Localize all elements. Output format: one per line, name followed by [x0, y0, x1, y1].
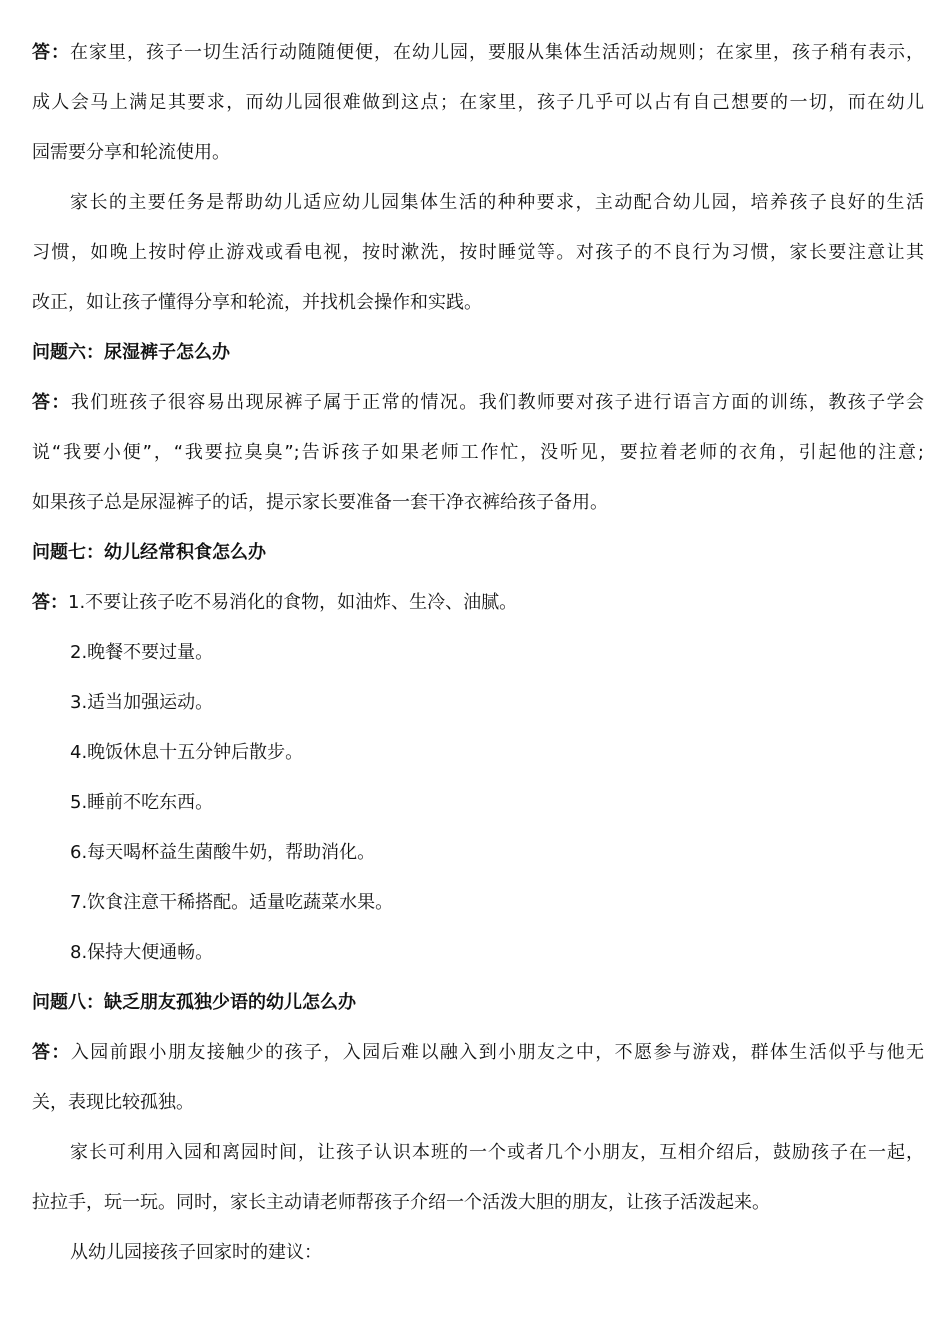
q5-para2-line-2: 习惯，如晚上按时停止游戏或看电视，按时漱洗，按时睡觉等。对孩子的不良行为习惯，家长要注意让其: [32, 242, 924, 263]
q8-para2-line-1: 家长可利用入园和离园时间，让孩子认识本班的一个或者几个小朋友，互相介绍后，鼓励孩子在一起，: [70, 1142, 924, 1163]
q8-answer-line-2: 关，表现比较孤独。: [32, 1092, 194, 1113]
q5-answer-text-1: 在家里，孩子一切生活行动随随便便，在幼儿园，要服从集体生活活动规则；在家里，孩子稍有表示，: [70, 42, 924, 63]
q6-answer-line-2: 说“我要小便”，“我要拉臭臭”;告诉孩子如果老师工作忙，没听见，要拉着老师的衣角，引起他的注意;: [32, 442, 924, 463]
q7-item-4: 4.晚饭休息十五分钟后散步。: [70, 742, 304, 763]
q8-answer-line-1: [32, 1028, 924, 1078]
q8-para3: 从幼儿园接孩子回家时的建议：: [70, 1242, 322, 1263]
q8-para2-line-2: 拉拉手，玩一玩。同时，家长主动请老师帮孩子介绍一个活泼大胆的朋友，让孩子活泼起来。: [32, 1192, 770, 1213]
q7-item-1: [32, 578, 924, 628]
q7-item-1-text: 1.不要让孩子吃不易消化的食物，如油炸、生冷、油腻。: [68, 592, 518, 613]
q6-answer-line-1: [32, 378, 924, 428]
q7-item-2: 2.晚餐不要过量。: [70, 642, 214, 663]
answer-label: 答：: [32, 1042, 71, 1063]
q5-para2-line-3: 改正，如让孩子懂得分享和轮流，并找机会操作和实践。: [32, 292, 482, 313]
q6-answer-line-3: 如果孩子总是尿湿裤子的话，提示家长要准备一套干净衣裤给孩子备用。: [32, 492, 608, 513]
q7-item-5: 5.睡前不吃东西。: [70, 792, 214, 813]
q8-heading: 问题八：缺乏朋友孤独少语的幼儿怎么办: [32, 992, 356, 1013]
q5-para2-line-1: 家长的主要任务是帮助幼儿适应幼儿园集体生活的种种要求，主动配合幼儿园，培养孩子良好的生活: [70, 192, 924, 213]
answer-label: 答：: [32, 42, 70, 63]
q7-heading: 问题七：幼儿经常积食怎么办: [32, 542, 266, 563]
q7-item-7: 7.饮食注意干稀搭配。适量吃蔬菜水果。: [70, 892, 394, 913]
q6-answer-text-1: 我们班孩子很容易出现尿裤子属于正常的情况。我们教师要对孩子进行语言方面的训练，教孩子学会: [70, 392, 924, 413]
answer-label: 答：: [32, 592, 68, 613]
q7-item-6: 6.每天喝杯益生菌酸牛奶，帮助消化。: [70, 842, 376, 863]
q7-item-8: 8.保持大便通畅。: [70, 942, 214, 963]
q5-answer-line-1: [32, 28, 924, 78]
q6-heading: 问题六：尿湿裤子怎么办: [32, 342, 230, 363]
q5-answer-line-2: 成人会马上满足其要求，而幼儿园很难做到这点；在家里，孩子几乎可以占有自己想要的一切，而在幼儿: [32, 92, 924, 113]
document-page: [32, 28, 924, 1278]
q5-answer-line-3: 园需要分享和轮流使用。: [32, 142, 230, 163]
q7-item-3: 3.适当加强运动。: [70, 692, 214, 713]
q8-answer-text-1: 入园前跟小朋友接触少的孩子，入园后难以融入到小朋友之中，不愿参与游戏，群体生活似乎与他无: [70, 1042, 924, 1063]
answer-label: 答：: [32, 392, 71, 413]
